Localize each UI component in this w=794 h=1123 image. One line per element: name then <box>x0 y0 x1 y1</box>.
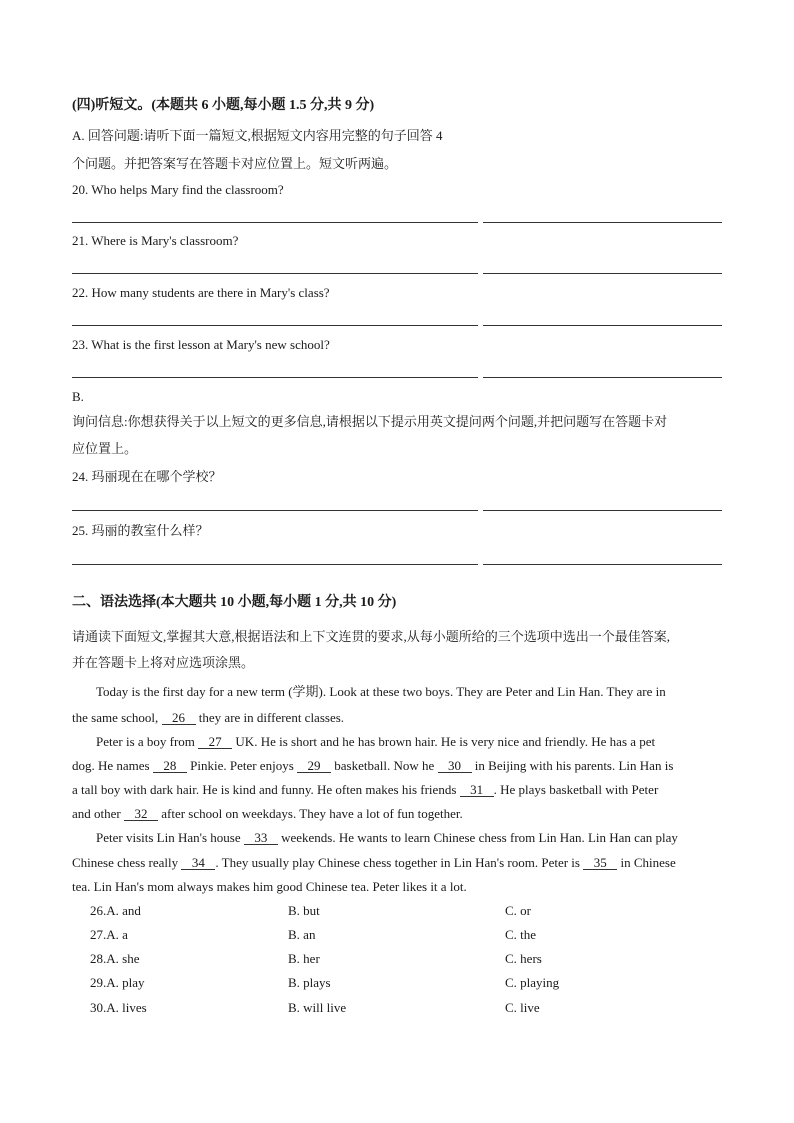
passage-text: weekends. He wants to learn Chinese chess from Lin Han. Lin Han can play <box>277 830 678 845</box>
passage-line <box>72 830 746 846</box>
option-29-a: 29.A. play <box>90 975 145 990</box>
blank-31: 31 <box>460 783 494 797</box>
question-20: 20. Who helps Mary find the classroom? <box>72 182 284 197</box>
option-30-c: C. live <box>505 1000 540 1015</box>
passage-text: . They usually play Chinese chess together in Lin Han's room. Peter is <box>215 855 584 870</box>
option-30-b: B. will live <box>288 1000 347 1015</box>
question-25: 25. 玛丽的教室什么样？ <box>72 523 209 538</box>
passage-line <box>72 855 722 871</box>
option-28-c: C. hers <box>505 951 542 966</box>
passage-text: in Beijing with his parents. Lin Han is <box>471 758 674 773</box>
passage-text: they are in different classes. <box>195 710 345 725</box>
answer-line-24b <box>483 510 722 511</box>
answer-line-24a <box>72 510 478 511</box>
passage-text: after school on weekdays. They have a lot of fun together. <box>157 806 463 821</box>
passage-line <box>72 758 722 774</box>
passage-text: dog. He names <box>72 758 153 773</box>
passage-text: UK. He is short and he has brown hair. He is very nice and friendly. He has a pet <box>232 734 656 749</box>
blank-26: 26 <box>162 711 196 725</box>
section4-b-label: B. <box>72 389 84 404</box>
option-27-c: C. the <box>505 927 537 942</box>
option-27-b: B. an <box>288 927 316 942</box>
section4-b-instruction-line1: 询问信息:你想获得关于以上短文的更多信息,请根据以下提示用英文提问两个问题,并把问题写在答题卡对 <box>72 414 668 429</box>
answer-line-25b <box>483 564 722 565</box>
passage-line: tea. Lin Han's mom always makes him good Chinese tea. Peter likes it a lot. <box>72 879 467 894</box>
blank-34: 34 <box>181 856 215 870</box>
answer-line-21a <box>72 273 478 274</box>
passage-text: basketball. Now he <box>331 758 438 773</box>
blank-27: 27 <box>198 735 232 749</box>
blank-29: 29 <box>297 759 331 773</box>
blank-32: 32 <box>124 807 158 821</box>
passage-text: in Chinese <box>617 855 676 870</box>
option-29-c: C. playing <box>505 975 560 990</box>
passage-line <box>72 710 722 726</box>
blank-33: 33 <box>244 831 278 845</box>
option-28-b: B. her <box>288 951 320 966</box>
option-28-a: 28.A. she <box>90 951 140 966</box>
passage-line <box>72 782 722 798</box>
passage-text: . He plays basketball with Peter <box>493 782 659 797</box>
option-26-c: C. or <box>505 903 531 918</box>
option-29-b: B. plays <box>288 975 331 990</box>
section4-a-instruction-line1: A. 回答问题:请听下面一篇短文,根据短文内容用完整的句子回答 4 <box>72 128 443 143</box>
section2-instruction-line1: 请通读下面短文,掌握其大意,根据语法和上下文连贯的要求,从每小题所给的三个选项中选出一个最佳答案, <box>72 629 671 644</box>
passage-text: Pinkie. Peter enjoys <box>186 758 298 773</box>
question-24: 24. 玛丽现在在哪个学校？ <box>72 469 222 484</box>
section2-instruction-line2: 并在答题卡上将对应选项涂黑。 <box>72 655 255 670</box>
section2-heading: 二、语法选择(本大题共 10 小题,每小题 1 分,共 10 分) <box>72 595 397 610</box>
answer-line-25a <box>72 564 478 565</box>
passage-text: Chinese chess really <box>72 855 182 870</box>
answer-line-20b <box>483 222 722 223</box>
passage-line: Today is the first day for a new term (学期). Look at these two boys. They are Peter and Lin Han. They are in <box>96 684 666 699</box>
passage-text: a tall boy with dark hair. He is kind and funny. He often makes his friends <box>72 782 460 797</box>
passage-line <box>72 734 746 750</box>
question-22: 22. How many students are there in Mary's class? <box>72 285 330 300</box>
passage-text: Peter is a boy from <box>96 734 199 749</box>
section4-b-instruction-line2: 应位置上。 <box>72 441 138 456</box>
option-27-a: 27.A. a <box>90 927 128 942</box>
answer-line-22b <box>483 325 722 326</box>
passage-text: and other <box>72 806 124 821</box>
passage-text: Peter visits Lin Han's house <box>96 830 244 845</box>
blank-30: 30 <box>438 759 472 773</box>
passage-text: the same school, <box>72 710 162 725</box>
option-26-a: 26.A. and <box>90 903 141 918</box>
question-21: 21. Where is Mary's classroom? <box>72 233 239 248</box>
blank-35: 35 <box>583 856 617 870</box>
blank-28: 28 <box>153 759 187 773</box>
option-26-b: B. but <box>288 903 320 918</box>
section4-a-instruction-line2: 个问题。并把答案写在答题卡对应位置上。短文听两遍。 <box>72 156 398 171</box>
passage-line <box>72 806 722 822</box>
option-30-a: 30.A. lives <box>90 1000 147 1015</box>
answer-line-23b <box>483 377 722 378</box>
question-23: 23. What is the first lesson at Mary's new school? <box>72 337 330 352</box>
answer-line-22a <box>72 325 478 326</box>
answer-line-20a <box>72 222 478 223</box>
section4-heading: (四)听短文。(本题共 6 小题,每小题 1.5 分,共 9 分) <box>72 98 375 113</box>
answer-line-21b <box>483 273 722 274</box>
answer-line-23a <box>72 377 478 378</box>
